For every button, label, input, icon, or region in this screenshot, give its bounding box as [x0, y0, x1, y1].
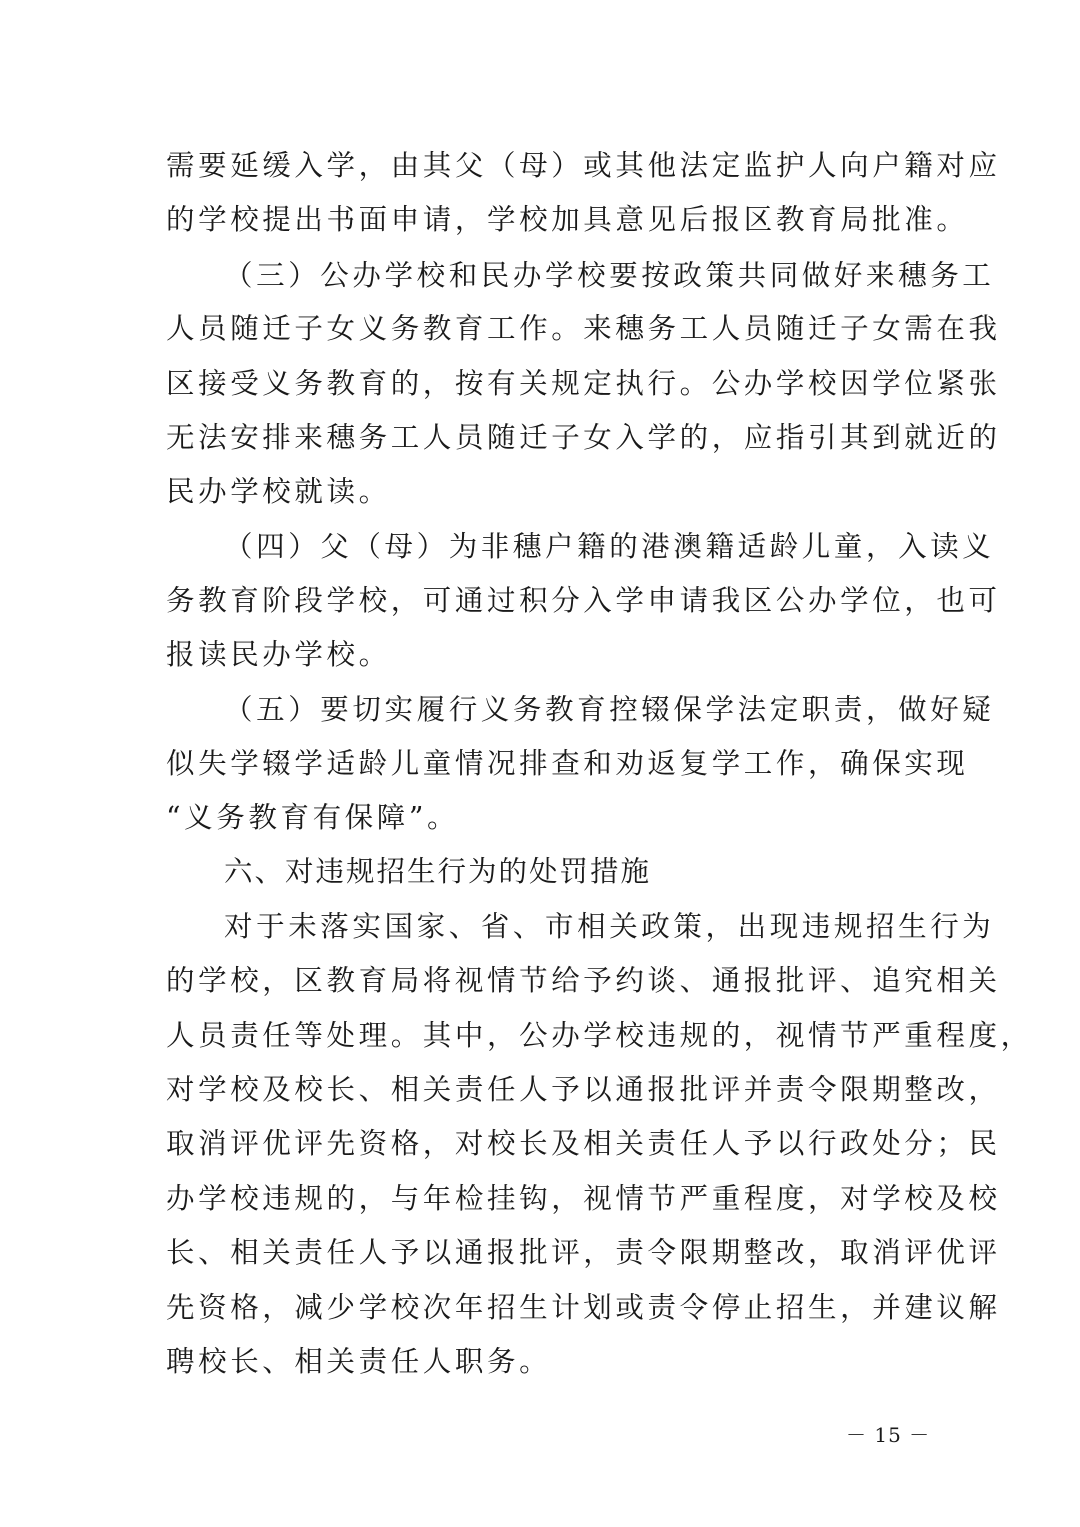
- paragraph-line: 区接受义务教育的，按有关规定执行。公办学校因学位紧张: [166, 367, 1001, 400]
- paragraph-line: 似失学辍学适龄儿童情况排查和劝返复学工作，确保实现: [166, 747, 969, 780]
- paragraph-line: 聘校长、相关责任人职务。: [166, 1345, 552, 1378]
- paragraph-line: 取消评优评先资格，对校长及相关责任人予以行政处分；民: [166, 1127, 1001, 1160]
- paragraph-line: 对于未落实国家、省、市相关政策，出现违规招生行为: [224, 910, 995, 943]
- paragraph-line: 报读民办学校。: [166, 638, 391, 671]
- paragraph-line: 的学校，区教育局将视情节给予约谈、通报批评、追究相关: [166, 964, 1001, 997]
- paragraph-line: （三）公办学校和民办学校要按政策共同做好来穗务工: [224, 259, 995, 292]
- paragraph-line: （五）要切实履行义务教育控辍保学法定职责，做好疑: [224, 693, 995, 726]
- paragraph-line: 民办学校就读。: [166, 475, 391, 508]
- paragraph-line: 先资格，减少学校次年招生计划或责令停止招生，并建议解: [166, 1291, 1001, 1324]
- paragraph-line: 的学校提出书面申请，学校加具意见后报区教育局批准。: [166, 203, 969, 236]
- section-heading: 六、对违规招生行为的处罚措施: [224, 855, 652, 888]
- paragraph-line: 人员随迁子女义务教育工作。来穗务工人员随迁子女需在我: [166, 312, 1001, 345]
- paragraph-line: （四）父（母）为非穗户籍的港澳籍适龄儿童，入读义: [224, 530, 995, 563]
- paragraph-line: 办学校违规的，与年检挂钩，视情节严重程度，对学校及校: [166, 1182, 1001, 1215]
- paragraph-line: 对学校及校长、相关责任人予以通报批评并责令限期整改，: [166, 1073, 1001, 1106]
- paragraph-line: 务教育阶段学校，可通过积分入学申请我区公办学位，也可: [166, 584, 1001, 617]
- paragraph-line: 人员责任等处理。其中，公办学校违规的，视情节严重程度，: [166, 1019, 1033, 1052]
- paragraph-line: “义务教育有保障”。: [166, 801, 460, 834]
- paragraph-line: 无法安排来穗务工人员随迁子女入学的，应指引其到就近的: [166, 421, 1001, 454]
- page-number: － 15 －: [846, 1423, 931, 1447]
- paragraph-line: 长、相关责任人予以通报批评，责令限期整改，取消评优评: [166, 1236, 1001, 1269]
- paragraph-line: 需要延缓入学，由其父（母）或其他法定监护人向户籍对应: [166, 149, 1001, 182]
